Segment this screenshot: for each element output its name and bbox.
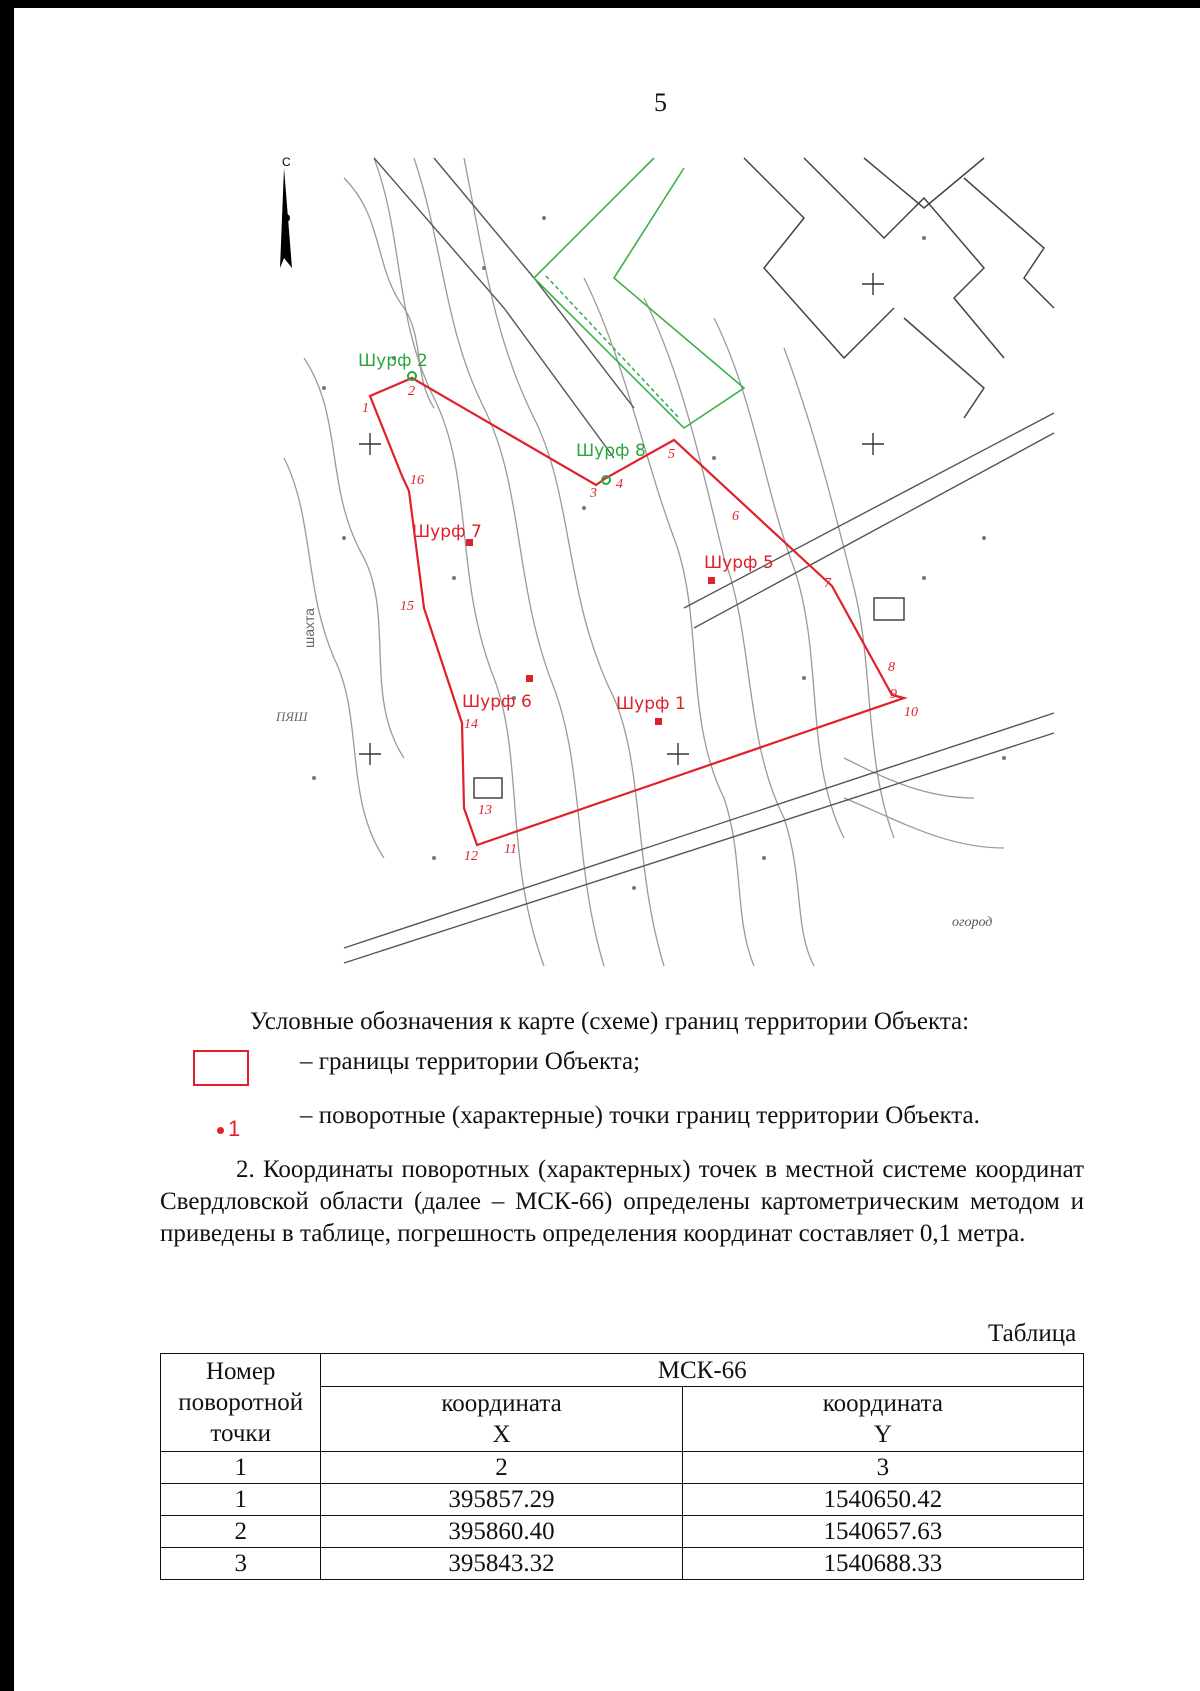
road-lines: [344, 158, 1054, 963]
point-number: 2: [408, 384, 415, 399]
point-number: 13: [478, 803, 492, 818]
pit-label: Шурф 1: [616, 694, 686, 714]
boundary-map: [276, 155, 1054, 966]
point-number: 9: [890, 687, 897, 702]
table-cell: 395857.29: [321, 1484, 682, 1516]
map-text-mine: шахта: [301, 608, 317, 648]
table-cell: 395843.32: [321, 1548, 682, 1580]
green-parcel: [534, 158, 744, 428]
point-number: 10: [904, 705, 918, 720]
map-text-garden: огород: [952, 915, 993, 930]
legend-boundary-text: – границы территории Объекта;: [300, 1048, 641, 1075]
point-number: 14: [464, 717, 478, 732]
coordinates-table: [160, 1353, 1084, 1580]
point-number: 16: [410, 473, 424, 488]
table-row: [161, 1548, 1084, 1580]
table-cell: 1540650.42: [682, 1484, 1083, 1516]
point-number: 5: [668, 447, 675, 462]
point-number: 15: [400, 599, 414, 614]
point-number: 4: [616, 477, 623, 492]
pit-label: Шурф 8: [576, 441, 646, 461]
map-text-abbr: ПЯШ: [276, 709, 308, 724]
point-number: 3: [590, 486, 597, 501]
pit-label: Шурф 7: [412, 522, 482, 542]
header-y: координата Y: [682, 1387, 1083, 1452]
pit-label: Шурф 2: [358, 351, 428, 371]
table-cell: 3: [161, 1548, 321, 1580]
legend-title: Условные обозначения к карте (схеме) границ территории Объекта:: [250, 1008, 970, 1035]
table-caption: Таблица: [988, 1320, 1077, 1347]
point-number: 12: [464, 849, 478, 864]
point-number: 6: [732, 509, 739, 524]
header-x: координата Х: [321, 1387, 682, 1452]
table-cell: 3: [682, 1452, 1083, 1484]
document-page: [14, 8, 1200, 1691]
pit-label: Шурф 6: [462, 692, 532, 712]
point-number: 8: [888, 660, 895, 675]
north-letter: С: [282, 155, 291, 169]
table-row: [161, 1516, 1084, 1548]
pit-5-marker: [708, 577, 715, 584]
table-cell: 395860.40: [321, 1516, 682, 1548]
contour-lines: [284, 158, 1004, 966]
legend-point-sample: 1: [228, 1116, 241, 1141]
point-number: 1: [362, 401, 369, 416]
table-cell: 2: [161, 1516, 321, 1548]
table-cell: 2: [321, 1452, 682, 1484]
point-dot-icon: [217, 1127, 224, 1134]
map-svg: [276, 155, 1054, 966]
legend-boundary-swatch: [193, 1050, 249, 1086]
buildings: [474, 158, 1054, 798]
point-number: 11: [504, 842, 517, 857]
header-system: МСК-66: [321, 1354, 1084, 1387]
legend-points-text: – поворотные (характерные) точки границ территории Объекта.: [300, 1102, 980, 1129]
point-number: 7: [824, 576, 831, 591]
legend-point-swatch: [217, 1116, 240, 1142]
pit-6-marker: [526, 675, 533, 682]
table-cell: 1: [161, 1484, 321, 1516]
table-cell: 1540688.33: [682, 1548, 1083, 1580]
page-number: 5: [654, 88, 667, 117]
header-point-number: Номер поворотной точки: [161, 1354, 321, 1452]
pit-label: Шурф 5: [704, 553, 774, 573]
table-cell: 1: [161, 1452, 321, 1484]
pit-1-marker: [655, 718, 662, 725]
table-column-numbers-row: [161, 1452, 1084, 1484]
grid-crosses: [359, 273, 884, 765]
coordinates-paragraph: 2. Координаты поворотных (характерных) точек в местной системе координат Свердловской области (далее – МСК-66) определены картометрическим методом и приведены в таблице, погрешность определения координат составляет 0,1 метра.: [160, 1156, 1084, 1247]
north-arrow-icon: [280, 168, 292, 268]
table-row: [161, 1484, 1084, 1516]
table-cell: 1540657.63: [682, 1516, 1083, 1548]
table-header-row: [161, 1354, 1084, 1387]
